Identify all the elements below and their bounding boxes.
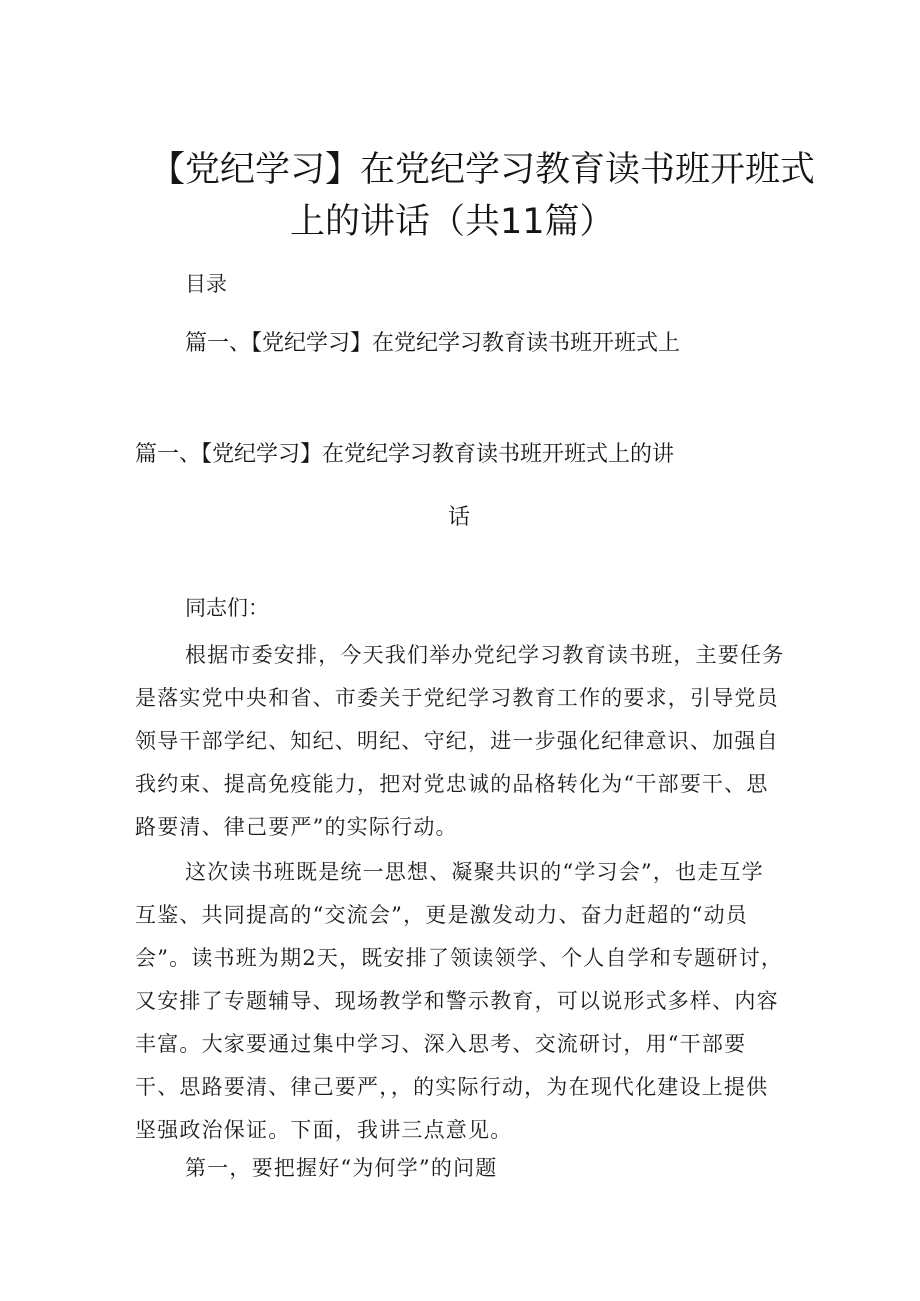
body-paragraph: 这次读书班既是统一思想、凝聚共识的“学习会”，也走互学互鉴、共同提高的“交流会”，更是激发动力、奋力赶超的“动员会”。读书班为期2天，既安排了领读领学、个人自学和专题研讨，又安排了专题辅导、现场教学和警示教育，可以说形式多样、内容丰富。大家要通过集中学习、深入思考、交流研讨，用“干部要干、思路要清、律己要严，，的实际行动，为在现代化建设上提供坚强政治保证。下面，我讲三点意见。 — [135, 860, 784, 1142]
section-heading-continuation: 话 — [448, 505, 471, 530]
document-title-line-1: 【党纪学习】在党纪学习教育读书班开班式 — [150, 150, 816, 190]
salutation: 同志们： — [185, 596, 269, 620]
toc-label: 目录 — [185, 272, 227, 296]
toc-item[interactable]: 篇一、【党纪学习】在党纪学习教育读书班开班式上 — [185, 331, 681, 356]
body-paragraph: 根据市委安排，今天我们举办党纪学习教育读书班，主要任务是落实党中央和省、市委关于党纪学习教育工作的要求，引导党员领导干部学纪、知纪、明纪、守纪，进一步强化纪律意识、加强自我约束、提高免疫能力，把对党忠诚的品格转化为“干部要干、思路要清、律己要严”的实际行动。 — [135, 643, 785, 839]
document-title-line-2: 上的讲话（共11篇） — [290, 202, 615, 242]
section-heading: 篇一、【党纪学习】在党纪学习教育读书班开班式上的讲 — [135, 442, 675, 467]
point-heading: 第一，要把握好“为何学”的问题 — [185, 1156, 498, 1180]
